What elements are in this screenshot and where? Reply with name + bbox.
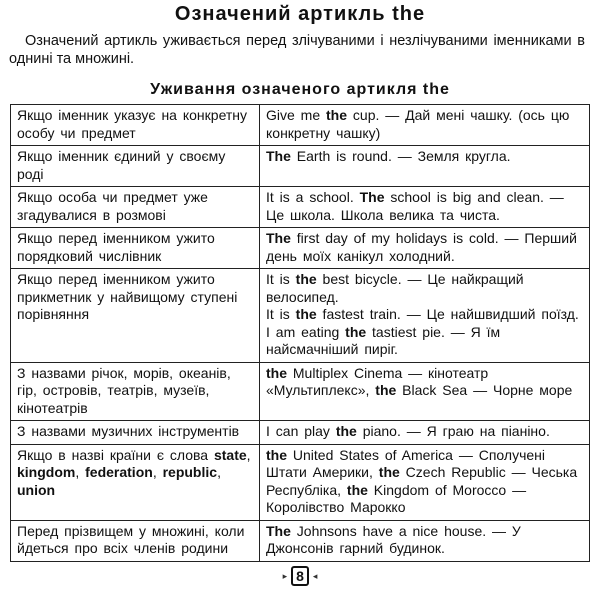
text-fragment: Якщо особа чи предмет уже згадувалися в розмові (17, 189, 208, 223)
bold-keyword: The (266, 148, 291, 164)
table-row (11, 421, 590, 445)
text-fragment: Give me (266, 107, 327, 123)
table-row (11, 444, 590, 520)
text-fragment: , (246, 446, 251, 463)
text-fragment: Kingdom of Morocco — Королівство Марокко (266, 481, 527, 515)
text-fragment: It is (266, 271, 296, 287)
table-row (11, 187, 590, 228)
text-fragment: Якщо іменник указує на конкретну особу чи предмет (17, 107, 248, 141)
bold-keyword: republic (162, 464, 218, 480)
text-fragment: I can play (266, 423, 336, 439)
table-row (11, 269, 590, 363)
bold-keyword: the (326, 107, 348, 123)
text-fragment: З назвами музичних інструментів (17, 423, 240, 439)
bold-keyword: The (266, 230, 291, 246)
text-fragment: Якщо іменник єдиний у своєму роді (17, 148, 226, 182)
text-fragment: best bicycle. — Це найкращий велосипед. (266, 271, 524, 305)
intro-paragraph: Означений артикль уживається перед злічуваними і незлічуваними іменниками в однині та множині. (9, 33, 585, 67)
table-title: Уживання означеного артикля the (150, 81, 450, 98)
text-fragment: It is a school. (266, 189, 360, 205)
text-fragment: Johnsons have a nice house. — У Джонсонів гарний будинок. (266, 522, 521, 556)
rule-cell (11, 444, 260, 520)
example-cell (260, 444, 590, 520)
bold-keyword: the (345, 323, 367, 340)
page-title: Означений артикль the (174, 3, 426, 25)
example-cell (260, 269, 590, 363)
text-fragment: United States of America — Сполучені Штати Америки, (266, 446, 546, 480)
text-fragment: Multiplex Cinema — кінотеатр «Мультиплекс», (266, 364, 489, 398)
text-fragment: Black Sea — Чорне море (396, 382, 573, 398)
text-fragment: Earth is round. — Земля кругла. (290, 148, 511, 164)
bold-keyword: The (359, 189, 385, 205)
text-fragment: , (217, 464, 221, 480)
rule-cell (11, 520, 260, 561)
rule-cell (11, 187, 260, 228)
table-row (11, 228, 590, 269)
text-fragment: Якщо перед іменником ужито порядковий числівник (17, 230, 215, 264)
bold-keyword: kingdom (17, 464, 76, 480)
bold-keyword: the (378, 464, 400, 480)
rule-cell (11, 362, 260, 421)
text-fragment: cup. — Дай мені чашку. (ось цю конкретну чашку) (266, 107, 570, 141)
text-fragment: Перед прізвищем у множині, коли йдеться про всіх членів родини (17, 522, 245, 556)
text-fragment: Якщо перед іменником ужито прикметник у найвищому ступені порівняння (17, 271, 238, 322)
text-fragment: , (152, 464, 163, 480)
textbook-page (0, 2, 600, 591)
bold-keyword: the (266, 446, 287, 463)
text-fragment: tastiest pie. — Я їм найсмачніший пиріг. (266, 323, 501, 357)
bold-keyword: the (295, 271, 317, 287)
bold-keyword: The (266, 522, 291, 539)
text-fragment: school is big and clean. — Це школа. Школа велика та чиста. (266, 189, 564, 223)
usage-table-body (11, 105, 590, 562)
text-fragment: fastest train. — Це найшвидший поїзд. (316, 306, 579, 322)
bold-keyword: the (295, 306, 317, 322)
usage-table (10, 104, 590, 562)
text-fragment: , (75, 464, 86, 480)
text-fragment: I am eating (266, 323, 346, 340)
rule-cell (11, 269, 260, 363)
bold-keyword: the (375, 382, 397, 398)
text-fragment: It is (266, 306, 296, 322)
rule-cell (11, 105, 260, 146)
example-cell (260, 187, 590, 228)
bold-keyword: the (346, 481, 368, 498)
rule-cell (11, 421, 260, 445)
bold-keyword: state (213, 446, 247, 463)
page-footer (0, 566, 600, 586)
rule-cell (11, 228, 260, 269)
table-row (11, 520, 590, 561)
text-fragment: З назвами річок, морів, океанів, гір, островів, театрів, музеїв, кінотеатрів (17, 364, 231, 416)
example-cell (260, 146, 590, 187)
bold-keyword: the (335, 423, 357, 439)
rule-cell (11, 146, 260, 187)
table-row (11, 146, 590, 187)
text-fragment: Czech Republic — Чеська Республіка, (266, 464, 578, 498)
bold-keyword: the (266, 364, 287, 381)
page-number: 8 (291, 566, 309, 586)
example-cell (260, 362, 590, 421)
text-fragment: Якщо в назві країни є слова (17, 446, 214, 463)
bold-keyword: federation (85, 464, 153, 480)
text-fragment: piano. — Я граю на піаніно. (356, 423, 550, 439)
right-pointing-arrow-icon: ▸ (282, 570, 288, 581)
example-cell (260, 421, 590, 445)
table-row (11, 105, 590, 146)
example-cell (260, 520, 590, 561)
example-cell (260, 228, 590, 269)
left-pointing-arrow-icon: ◂ (312, 570, 318, 581)
table-row (11, 362, 590, 421)
example-cell (260, 105, 590, 146)
text-fragment: first day of my holidays is cold. — Перший день моїх канікул холодний. (266, 230, 577, 264)
bold-keyword: union (17, 481, 56, 498)
